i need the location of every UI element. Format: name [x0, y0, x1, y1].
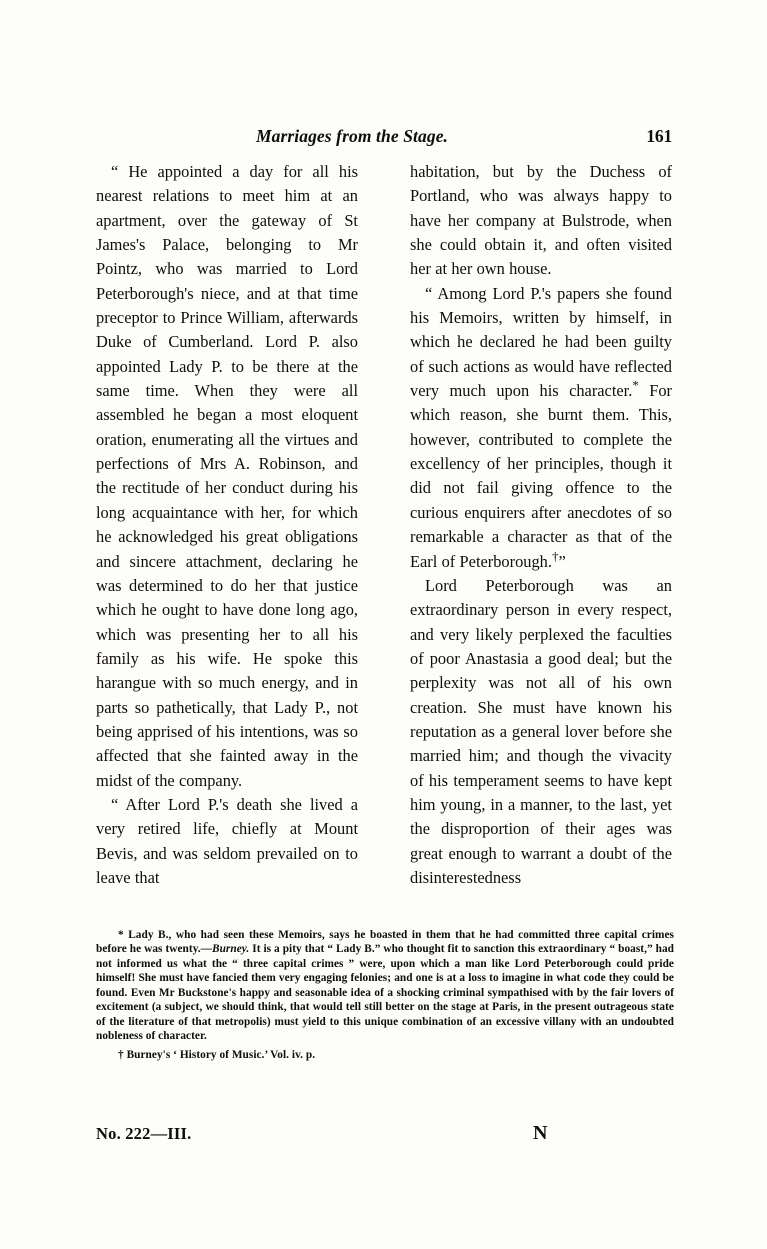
page-footer — [96, 1124, 674, 1150]
footnote-marker-dagger[interactable]: † — [551, 548, 559, 564]
paragraph-text: “ Among Lord P.'s papers she found his Memoirs, written by himself, in which he declared he had been guilty of such actions as would have reflected very much upon his character. — [410, 283, 672, 401]
paragraph: “ He appointed a day for all his nearest relations to meet him at an apartment, over the gateway of St James's Palace, belonging to Mr Pointz, who was married to Lord Peterborough's niece, and at that time preceptor to Prince William, afterwards Duke of Cumberland. Lord P. also appointed Lady P. to be there at the same time. When they were all assembled he began a most eloquent oration, enumerating all the virtues and perfections of Mrs A. Robinson, and the rectitude of her conduct during his long acquaintance with her, for which he acknowledged his great obligations and sincere attachment, declaring he was determined to do her that justice which he ought to have done long ago, which was presenting her to all his family as his wife. He spoke this harangue with so much energy, and in parts so pathetically, that Lady P., not being apprised of his intentions, was so affected that she fainted away in the midst of the company. — [96, 162, 358, 790]
signature-mark: N — [533, 1122, 548, 1144]
footnote-text: It is a pity that “ Lady B.” who thought fit to sanction this extraordinary “ boast,” had not informed us what the “ three capital crimes ” were, upon which a man like Lord Peterborough could pride himself! She must have fancied them very engaging felonies; and one is at a loss to imagine in what code they could be found. Even Mr Buckstone's happy and seasonable idea of a shocking criminal sympathised with by the fair lovers of excitement (a subject, we should think, that would tell still better on the stage at Paris, in the present outrageous state of the literature of that metropolis) must yield to this unique combination of an excessive villany with an undoubted nobleness of character. — [96, 943, 674, 1043]
paragraph-text: For which reason, she burnt them. This, however, contributed to complete the excellency of her principles, though it did not fail giving offence to the curious enquirers after anecdotes of so remarkable a character as that of the Earl of Peterborough. — [410, 381, 672, 571]
issue-number: No. 222—III. — [96, 1124, 192, 1143]
footnote-text: * Lady B., who had seen these Memoirs, says he boasted in them that he had committed three capital crimes before he was twenty.— — [96, 929, 674, 956]
footnote-dagger: † Burney's ‘ History of Music.’ Vol. iv. p. — [118, 1048, 316, 1061]
page-number: 161 — [646, 126, 672, 146]
footnote-block — [96, 928, 674, 1062]
running-head — [96, 126, 672, 150]
footnote-citation: Burney. — [212, 943, 250, 956]
running-head-title: Marriages from the Stage. — [255, 126, 449, 146]
body-columns — [96, 160, 672, 910]
column-right — [410, 160, 672, 890]
footnote-asterisk — [96, 928, 674, 1044]
paragraph — [410, 282, 672, 574]
column-left — [96, 160, 358, 890]
paragraph: Lord Peterborough was an extraordinary person in every respect, and very likely perplexed the faculties of poor Anastasia a good deal; but the perplexity was not all of his own creation. She must have known his reputation as a general lover before she married him; and though the vivacity of his temperament seems to have kept him young, in a manner, to the last, yet the disproportion of their ages was great enough to warrant a doubt of the disinterestedness — [410, 575, 672, 887]
paragraph: “ After Lord P.'s death she lived a very retired life, chiefly at Mount Bevis, and was seldom prevailed on to leave that — [96, 794, 358, 887]
paragraph-text: ” — [558, 551, 566, 571]
footnote-marker-asterisk[interactable]: * — [632, 377, 639, 393]
paragraph: habitation, but by the Duchess of Portland, who was always happy to have her company at Bulstrode, when she could obtain it, and often visited her at her own house. — [410, 162, 672, 279]
